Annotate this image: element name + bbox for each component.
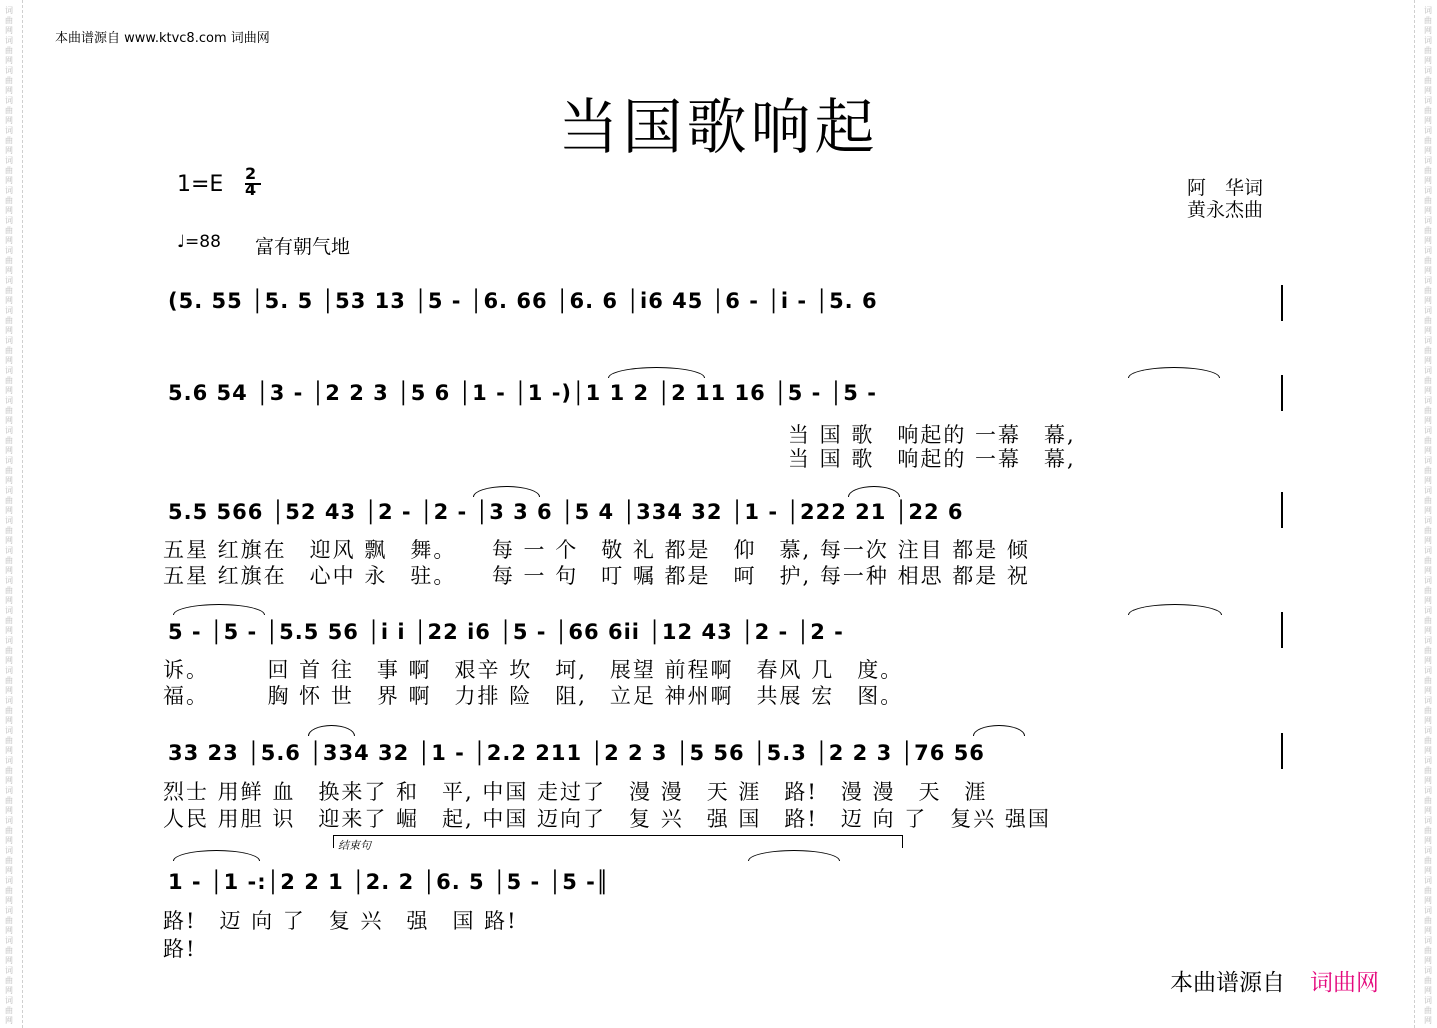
lyric-verse-1: 诉。 回 首 往 事 啊 艰辛 坎 坷, 展望 前程啊 春风 几 度。 bbox=[163, 658, 904, 682]
watermark-glyph: 网 bbox=[1424, 686, 1432, 695]
watermark-glyph: 曲 bbox=[5, 736, 13, 745]
watermark-glyph: 曲 bbox=[1424, 226, 1432, 235]
watermark-glyph: 网 bbox=[5, 386, 13, 395]
watermark-glyph: 曲 bbox=[5, 376, 13, 385]
watermark-glyph: 网 bbox=[1424, 806, 1432, 815]
watermark-glyph: 词 bbox=[5, 696, 13, 705]
watermark-glyph: 词 bbox=[1424, 96, 1432, 105]
watermark-glyph: 词 bbox=[5, 636, 13, 645]
watermark-glyph: 词 bbox=[5, 756, 13, 765]
watermark-glyph: 曲 bbox=[1424, 256, 1432, 265]
watermark-glyph: 网 bbox=[5, 146, 13, 155]
tie-mark bbox=[308, 725, 355, 736]
expression-marking: 富有朝气地 bbox=[255, 236, 351, 258]
watermark-glyph: 网 bbox=[1424, 506, 1432, 515]
watermark-glyph: 曲 bbox=[5, 226, 13, 235]
watermark-glyph: 曲 bbox=[1424, 826, 1432, 835]
lyric-verse-2: 路! bbox=[163, 937, 197, 961]
watermark-glyph: 词 bbox=[5, 786, 13, 795]
watermark-glyph: 词 bbox=[1424, 846, 1432, 855]
watermark-glyph: 网 bbox=[5, 956, 13, 965]
notation-line: (5. 55 │5. 5 │53 13 │5 - │6. 66 │6. 6 │i6 45 │6 - │i - │5. 6 bbox=[168, 289, 878, 313]
watermark-glyph: 词 bbox=[1424, 456, 1432, 465]
watermark-glyph: 词 bbox=[1424, 726, 1432, 735]
watermark-glyph: 词 bbox=[5, 66, 13, 75]
watermark-glyph: 词 bbox=[1424, 756, 1432, 765]
time-signature-top: 2 bbox=[245, 164, 257, 183]
watermark-glyph: 曲 bbox=[5, 796, 13, 805]
watermark-glyph: 网 bbox=[1424, 776, 1432, 785]
watermark-glyph: 曲 bbox=[5, 826, 13, 835]
watermark-glyph: 词 bbox=[1424, 696, 1432, 705]
watermark-glyph: 曲 bbox=[5, 196, 13, 205]
watermark-glyph: 词 bbox=[1424, 126, 1432, 135]
watermark-glyph: 曲 bbox=[1424, 316, 1432, 325]
watermark-glyph: 网 bbox=[5, 416, 13, 425]
watermark-glyph: 词 bbox=[1424, 186, 1432, 195]
watermark-glyph: 词 bbox=[5, 486, 13, 495]
composer-credit: 黄永杰曲 bbox=[1186, 199, 1263, 221]
watermark-glyph: 词 bbox=[1424, 516, 1432, 525]
watermark-glyph: 曲 bbox=[1424, 436, 1432, 445]
watermark-glyph: 曲 bbox=[1424, 586, 1432, 595]
watermark-glyph: 曲 bbox=[1424, 76, 1432, 85]
watermark-glyph: 网 bbox=[1424, 266, 1432, 275]
watermark-glyph: 曲 bbox=[5, 406, 13, 415]
watermark-glyph: 词 bbox=[5, 996, 13, 1005]
watermark-glyph: 曲 bbox=[5, 886, 13, 895]
watermark-glyph: 词 bbox=[1424, 666, 1432, 675]
watermark-glyph: 曲 bbox=[1424, 766, 1432, 775]
watermark-glyph: 曲 bbox=[5, 316, 13, 325]
watermark-glyph: 曲 bbox=[5, 526, 13, 535]
watermark-glyph: 网 bbox=[1424, 926, 1432, 935]
watermark-glyph: 词 bbox=[5, 126, 13, 135]
watermark-glyph: 曲 bbox=[1424, 406, 1432, 415]
notation-line: 33 23 │5.6 │334 32 │1 - │2.2 211 │2 2 3 │5 56 │5.3 │2 2 3 │76 56 bbox=[168, 741, 985, 765]
watermark-glyph: 曲 bbox=[5, 646, 13, 655]
time-signature-divider bbox=[245, 183, 261, 185]
lyricist-credit: 阿 华词 bbox=[1186, 177, 1263, 199]
song-title: 当国歌响起 bbox=[558, 93, 879, 163]
watermark-glyph: 词 bbox=[5, 156, 13, 165]
watermark-glyph: 曲 bbox=[1424, 16, 1432, 25]
lyric-verse-1: 五星 红旗在 迎风 飘 舞。 每 一 个 敬 礼 都是 仰 慕, 每一次 注目 都是 倾 bbox=[163, 538, 1030, 562]
watermark-glyph: 曲 bbox=[5, 916, 13, 925]
watermark-glyph: 曲 bbox=[1424, 526, 1432, 535]
watermark-glyph: 曲 bbox=[5, 1006, 13, 1015]
lyric-verse-2: 福。 胸 怀 世 界 啊 力排 险 阻, 立足 神州啊 共展 宏 图。 bbox=[163, 684, 904, 708]
watermark-glyph: 词 bbox=[5, 846, 13, 855]
watermark-glyph: 词 bbox=[1424, 66, 1432, 75]
barline-end bbox=[1281, 285, 1283, 321]
watermark-glyph: 曲 bbox=[1424, 736, 1432, 745]
watermark-glyph: 网 bbox=[5, 686, 13, 695]
watermark-glyph: 词 bbox=[1424, 636, 1432, 645]
watermark-glyph: 网 bbox=[5, 326, 13, 335]
watermark-glyph: 网 bbox=[1424, 446, 1432, 455]
watermark-glyph: 网 bbox=[1424, 176, 1432, 185]
watermark-glyph: 词 bbox=[1424, 336, 1432, 345]
watermark-glyph: 曲 bbox=[5, 616, 13, 625]
watermark-glyph: 词 bbox=[1424, 366, 1432, 375]
watermark-glyph: 词 bbox=[1424, 906, 1432, 915]
watermark-glyph: 曲 bbox=[5, 766, 13, 775]
notation-line: 5.5 566 │52 43 │2 - │2 - │3 3 6 │5 4 │334 32 │1 - │222 21 │22 6 bbox=[168, 500, 964, 524]
watermark-glyph: 网 bbox=[5, 506, 13, 515]
watermark-glyph: 词 bbox=[1424, 6, 1432, 15]
tie-mark bbox=[1128, 604, 1222, 615]
watermark-glyph: 词 bbox=[5, 876, 13, 885]
watermark-glyph: 网 bbox=[1424, 26, 1432, 35]
tie-mark bbox=[1128, 367, 1220, 378]
watermark-glyph: 词 bbox=[5, 516, 13, 525]
watermark-glyph: 曲 bbox=[1424, 706, 1432, 715]
watermark-glyph: 网 bbox=[1424, 296, 1432, 305]
watermark-glyph: 词 bbox=[1424, 606, 1432, 615]
ending-bracket bbox=[333, 835, 903, 848]
watermark-glyph: 网 bbox=[1424, 716, 1432, 725]
lyric-verse-2: 人民 用胆 识 迎来了 崛 起, 中国 迈向了 复 兴 强 国 路! 迈 向 了 复兴 强国 bbox=[163, 807, 1051, 831]
watermark-glyph: 词 bbox=[5, 96, 13, 105]
footer-source-label: 本曲谱源自 bbox=[1170, 970, 1285, 996]
watermark-glyph: 网 bbox=[5, 86, 13, 95]
tie-mark bbox=[848, 486, 900, 497]
watermark-glyph: 网 bbox=[5, 56, 13, 65]
watermark-glyph: 曲 bbox=[1424, 466, 1432, 475]
watermark-glyph: 网 bbox=[5, 566, 13, 575]
watermark-glyph: 曲 bbox=[5, 586, 13, 595]
watermark-glyph: 网 bbox=[1424, 656, 1432, 665]
watermark-glyph: 曲 bbox=[5, 436, 13, 445]
watermark-glyph: 曲 bbox=[1424, 796, 1432, 805]
watermark-glyph: 网 bbox=[5, 446, 13, 455]
watermark-glyph: 曲 bbox=[5, 16, 13, 25]
watermark-glyph: 网 bbox=[5, 596, 13, 605]
watermark-glyph: 曲 bbox=[1424, 886, 1432, 895]
watermark-glyph: 词 bbox=[5, 606, 13, 615]
lyric-verse-2: 当 国 歌 响起的 一幕 幕, bbox=[788, 447, 1076, 471]
watermark-glyph: 曲 bbox=[5, 76, 13, 85]
watermark-glyph: 曲 bbox=[5, 46, 13, 55]
watermark-glyph: 词 bbox=[5, 276, 13, 285]
watermark-glyph: 网 bbox=[1424, 986, 1432, 995]
watermark-glyph: 曲 bbox=[5, 556, 13, 565]
watermark-glyph: 网 bbox=[1424, 566, 1432, 575]
watermark-glyph: 网 bbox=[1424, 236, 1432, 245]
watermark-glyph: 网 bbox=[5, 866, 13, 875]
watermark-glyph: 网 bbox=[5, 806, 13, 815]
watermark-glyph: 词 bbox=[5, 186, 13, 195]
watermark-glyph: 词 bbox=[1424, 936, 1432, 945]
watermark-glyph: 词 bbox=[5, 456, 13, 465]
watermark-glyph: 网 bbox=[5, 836, 13, 845]
watermark-glyph: 曲 bbox=[5, 496, 13, 505]
watermark-glyph: 网 bbox=[5, 1016, 13, 1025]
watermark-glyph: 词 bbox=[1424, 486, 1432, 495]
watermark-glyph: 曲 bbox=[1424, 556, 1432, 565]
watermark-glyph: 网 bbox=[5, 176, 13, 185]
watermark-glyph: 词 bbox=[5, 816, 13, 825]
barline-end bbox=[1281, 492, 1283, 528]
watermark-glyph: 曲 bbox=[5, 706, 13, 715]
tie-mark bbox=[748, 850, 840, 861]
lyric-verse-1: 当 国 歌 响起的 一幕 幕, bbox=[788, 423, 1076, 447]
tie-mark bbox=[173, 604, 265, 615]
watermark-glyph: 词 bbox=[5, 396, 13, 405]
time-signature-bottom: 4 bbox=[245, 180, 257, 199]
watermark-glyph: 曲 bbox=[1424, 1006, 1432, 1015]
barline-end bbox=[1281, 375, 1283, 411]
watermark-glyph: 词 bbox=[5, 726, 13, 735]
lyric-verse-1: 路! 迈 向 了 复 兴 强 国 路! bbox=[163, 909, 518, 933]
tie-mark bbox=[608, 367, 705, 378]
watermark-glyph: 词 bbox=[1424, 966, 1432, 975]
watermark-glyph: 网 bbox=[5, 776, 13, 785]
watermark-glyph: 网 bbox=[1424, 836, 1432, 845]
notation-line: 1 - │1 -:│2 2 1 │2. 2 │6. 5 │5 - │5 -║ bbox=[168, 870, 610, 894]
watermark-glyph: 词 bbox=[1424, 996, 1432, 1005]
watermark-glyph: 词 bbox=[5, 306, 13, 315]
lyric-verse-2: 五星 红旗在 心中 永 驻。 每 一 句 叮 嘱 都是 呵 护, 每一种 相思 都是 祝 bbox=[163, 564, 1030, 588]
watermark-glyph: 网 bbox=[1424, 86, 1432, 95]
time-signature bbox=[245, 166, 256, 198]
tie-mark bbox=[973, 725, 1025, 736]
watermark-glyph: 曲 bbox=[1424, 856, 1432, 865]
watermark-glyph: 网 bbox=[1424, 326, 1432, 335]
barline-end bbox=[1281, 733, 1283, 769]
watermark-glyph: 曲 bbox=[5, 256, 13, 265]
watermark-glyph: 网 bbox=[5, 746, 13, 755]
watermark-glyph: 曲 bbox=[5, 466, 13, 475]
watermark-glyph: 网 bbox=[1424, 146, 1432, 155]
watermark-glyph: 网 bbox=[5, 536, 13, 545]
watermark-glyph: 网 bbox=[1424, 416, 1432, 425]
watermark-glyph: 词 bbox=[5, 426, 13, 435]
watermark-glyph: 词 bbox=[1424, 816, 1432, 825]
watermark-glyph: 曲 bbox=[1424, 496, 1432, 505]
watermark-glyph: 词 bbox=[1424, 546, 1432, 555]
watermark-glyph: 曲 bbox=[1424, 346, 1432, 355]
tie-mark bbox=[473, 486, 540, 497]
watermark-glyph: 网 bbox=[1424, 626, 1432, 635]
watermark-glyph: 网 bbox=[5, 656, 13, 665]
watermark-glyph: 网 bbox=[5, 626, 13, 635]
watermark-glyph: 网 bbox=[1424, 956, 1432, 965]
watermark-glyph: 网 bbox=[5, 356, 13, 365]
watermark-glyph: 网 bbox=[1424, 56, 1432, 65]
watermark-glyph: 网 bbox=[1424, 206, 1432, 215]
watermark-glyph: 网 bbox=[5, 236, 13, 245]
watermark-glyph: 词 bbox=[1424, 426, 1432, 435]
watermark-glyph: 词 bbox=[5, 966, 13, 975]
watermark-glyph: 词 bbox=[1424, 36, 1432, 45]
watermark-glyph: 曲 bbox=[1424, 106, 1432, 115]
watermark-glyph: 曲 bbox=[5, 136, 13, 145]
notation-line: 5 - │5 - │5.5 56 │i i │22 i6 │5 - │66 6ii │12 43 │2 - │2 - bbox=[168, 620, 844, 644]
tie-mark bbox=[173, 850, 260, 861]
lyric-verse-1: 烈士 用鲜 血 换来了 和 平, 中国 走过了 漫 漫 天 涯 路! 漫 漫 天 涯 bbox=[163, 780, 988, 804]
key-signature: 1=E bbox=[177, 172, 224, 197]
watermark-glyph: 网 bbox=[1424, 476, 1432, 485]
watermark-glyph: 词 bbox=[1424, 396, 1432, 405]
watermark-glyph: 网 bbox=[5, 926, 13, 935]
watermark-glyph: 网 bbox=[5, 476, 13, 485]
watermark-glyph: 曲 bbox=[1424, 646, 1432, 655]
watermark-glyph: 词 bbox=[1424, 276, 1432, 285]
watermark-glyph: 词 bbox=[1424, 216, 1432, 225]
watermark-glyph: 曲 bbox=[5, 166, 13, 175]
watermark-glyph: 网 bbox=[1424, 596, 1432, 605]
watermark-glyph: 曲 bbox=[1424, 976, 1432, 985]
watermark-glyph: 网 bbox=[5, 296, 13, 305]
watermark-glyph: 网 bbox=[5, 116, 13, 125]
watermark-glyph: 网 bbox=[5, 986, 13, 995]
watermark-glyph: 网 bbox=[1424, 1016, 1432, 1025]
watermark-glyph: 曲 bbox=[5, 346, 13, 355]
ending-label: 结束句 bbox=[338, 839, 371, 852]
watermark-glyph: 词 bbox=[5, 576, 13, 585]
watermark-glyph: 网 bbox=[5, 896, 13, 905]
watermark-glyph: 词 bbox=[5, 336, 13, 345]
watermark-glyph: 网 bbox=[1424, 116, 1432, 125]
watermark-glyph: 曲 bbox=[1424, 616, 1432, 625]
watermark-glyph: 曲 bbox=[1424, 946, 1432, 955]
watermark-glyph: 曲 bbox=[5, 976, 13, 985]
watermark-glyph: 曲 bbox=[5, 286, 13, 295]
watermark-glyph: 曲 bbox=[5, 856, 13, 865]
footer-site-link[interactable]: 词曲网 bbox=[1310, 970, 1379, 996]
header-source-credit: 本曲谱源自 www.ktvc8.com 词曲网 bbox=[55, 31, 270, 46]
watermark-glyph: 词 bbox=[1424, 306, 1432, 315]
watermark-glyph: 词 bbox=[5, 366, 13, 375]
notation-line: 5.6 54 │3 - │2 2 3 │5 6 │1 - │1 -)│1 1 2 │2 11 16 │5 - │5 - bbox=[168, 381, 877, 405]
watermark-glyph: 网 bbox=[1424, 866, 1432, 875]
watermark-glyph: 曲 bbox=[1424, 376, 1432, 385]
watermark-glyph: 曲 bbox=[1424, 46, 1432, 55]
barline-end bbox=[1281, 612, 1283, 648]
watermark-glyph: 网 bbox=[1424, 356, 1432, 365]
watermark-glyph: 网 bbox=[5, 716, 13, 725]
watermark-glyph: 词 bbox=[1424, 876, 1432, 885]
watermark-glyph: 网 bbox=[5, 266, 13, 275]
watermark-glyph: 曲 bbox=[5, 676, 13, 685]
watermark-glyph: 词 bbox=[5, 246, 13, 255]
watermark-glyph: 词 bbox=[1424, 156, 1432, 165]
tempo-marking: ♩=88 bbox=[177, 232, 221, 252]
watermark-glyph: 曲 bbox=[1424, 286, 1432, 295]
watermark-glyph: 词 bbox=[5, 906, 13, 915]
watermark-glyph: 曲 bbox=[1424, 166, 1432, 175]
watermark-glyph: 曲 bbox=[5, 946, 13, 955]
watermark-glyph: 词 bbox=[1424, 576, 1432, 585]
watermark-glyph: 曲 bbox=[5, 106, 13, 115]
watermark-glyph: 词 bbox=[1424, 246, 1432, 255]
watermark-glyph: 曲 bbox=[1424, 676, 1432, 685]
watermark-glyph: 曲 bbox=[1424, 136, 1432, 145]
watermark-glyph: 曲 bbox=[1424, 916, 1432, 925]
watermark-glyph: 网 bbox=[1424, 386, 1432, 395]
watermark-glyph: 词 bbox=[5, 6, 13, 15]
watermark-glyph: 网 bbox=[1424, 746, 1432, 755]
watermark-glyph: 词 bbox=[5, 36, 13, 45]
watermark-glyph: 词 bbox=[5, 936, 13, 945]
watermark-glyph: 词 bbox=[1424, 786, 1432, 795]
watermark-glyph: 网 bbox=[5, 26, 13, 35]
watermark-glyph: 词 bbox=[5, 666, 13, 675]
watermark-glyph: 网 bbox=[5, 206, 13, 215]
watermark-glyph: 词 bbox=[5, 546, 13, 555]
watermark-glyph: 曲 bbox=[1424, 196, 1432, 205]
watermark-glyph: 网 bbox=[1424, 896, 1432, 905]
watermark-glyph: 网 bbox=[1424, 536, 1432, 545]
watermark-glyph: 词 bbox=[5, 216, 13, 225]
